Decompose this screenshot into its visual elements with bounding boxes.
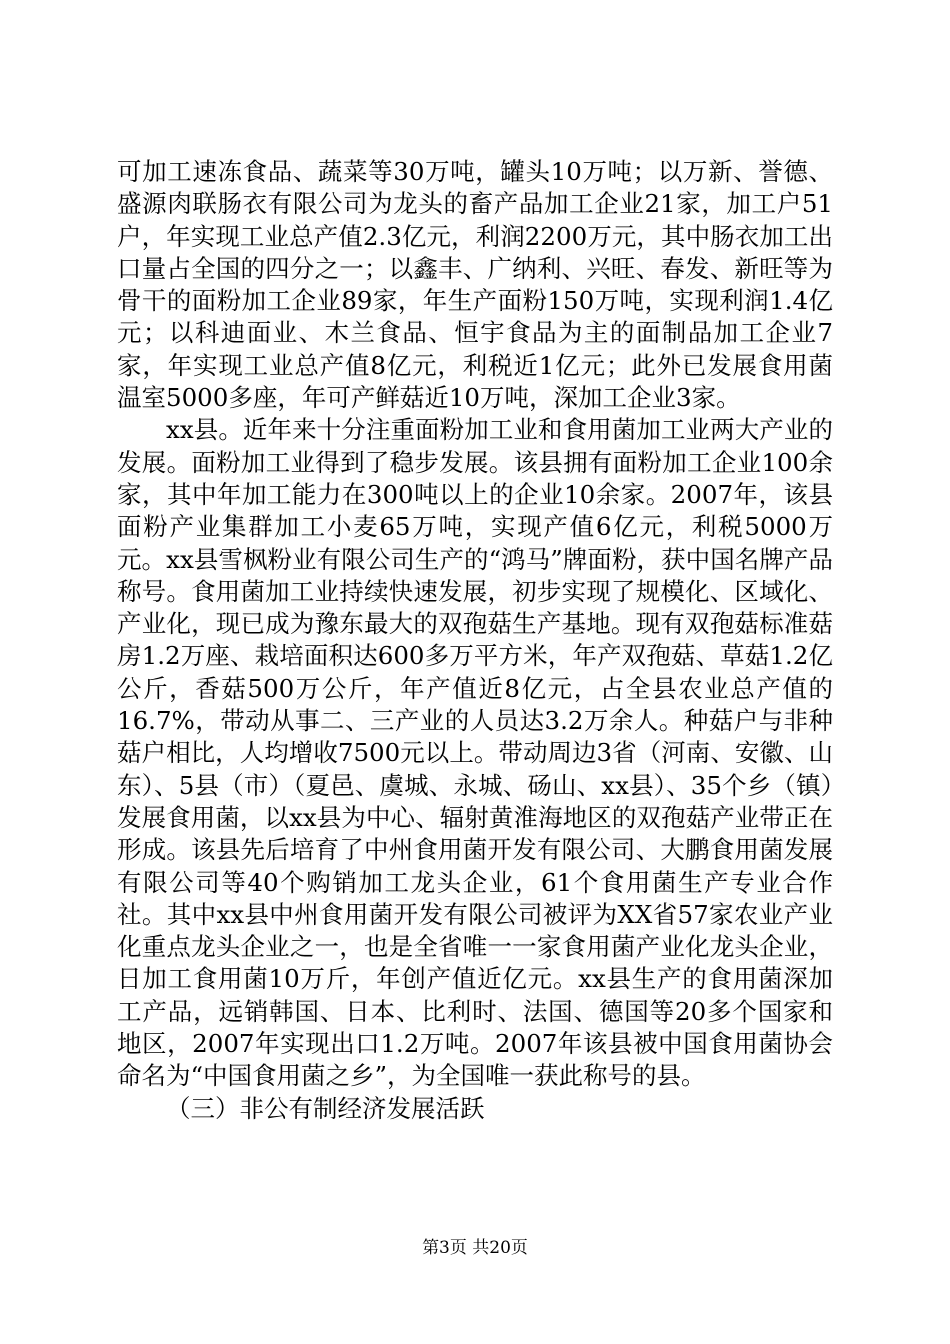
section-heading: （三）非公有制经济发展活跃: [166, 1093, 485, 1123]
body-text: [117, 156, 833, 1125]
paragraph-continuation: 可加工速冻食品、蔬菜等30万吨，罐头10万吨；以万新、誉德、盛源肉联肠衣有限公司为龙头的畜产品加工企业21家，加工户51户，年实现工业总产值2.3亿元，利润2200万元，其中肠衣加工出口量占全国的四分之一；以鑫丰、广纳利、兴旺、春发、新旺等为骨干的面粉加工企业89家，年生产面粉150万吨，实现利润1.4亿元；以科迪面业、木兰食品、恒宇食品为主的面制品加工企业7家，年实现工业总产值8亿元，利税近1亿元；此外已发展食用菌温室5000多座，年可产鲜菇近10万吨，深加工企业3家。: [117, 157, 833, 413]
paragraph-xx-county: xx县。近年来十分注重面粉加工业和食用菌加工业两大产业的发展。面粉加工业得到了稳步发展。该县拥有面粉加工企业100余家，其中年加工能力在300吨以上的企业10余家。2007年，该县面粉产业集群加工小麦65万吨，实现产值6亿元，利税5000万元。xx县雪枫粉业有限公司生产的“鸿马”牌面粉，获中国名牌产品称号。食用菌加工业持续快速发展，初步实现了规模化、区域化、产业化，现已成为豫东最大的双孢菇生产基地。现有双孢菇标准菇房1.2万座、栽培面积达600多万平方米，年产双孢菇、草菇1.2亿公斤，香菇500万公斤，年产值近8亿元，占全县农业总产值的16.7%，带动从事二、三产业的人员达3.2万余人。种菇户与非种菇户相比，人均增收7500元以上。带动周边3省（河南、安徽、山东）、5县（市）（夏邑、虞城、永城、砀山、xx县）、35个乡（镇）发展食用菌，以xx县为中心、辐射黄淮海地区的双孢菇产业带正在形成。该县先后培育了中州食用菌开发有限公司、大鹏食用菌发展有限公司等40个购销加工龙头企业，61个食用菌生产专业合作社。其中xx县中州食用菌开发有限公司被评为XX省57家农业产业化重点龙头企业之一，也是全省唯一一家食用菌产业化龙头企业，日加工食用菌10万斤，年创产值近亿元。xx县生产的食用菌深加工产品，远销韩国、日本、比利时、法国、德国等20多个国家和地区，2007年实现出口1.2万吨。2007年该县被中国食用菌协会命名为“中国食用菌之乡”，为全国唯一获此称号的县。: [117, 415, 833, 1091]
page-footer: 第3页 共20页: [422, 1238, 528, 1258]
